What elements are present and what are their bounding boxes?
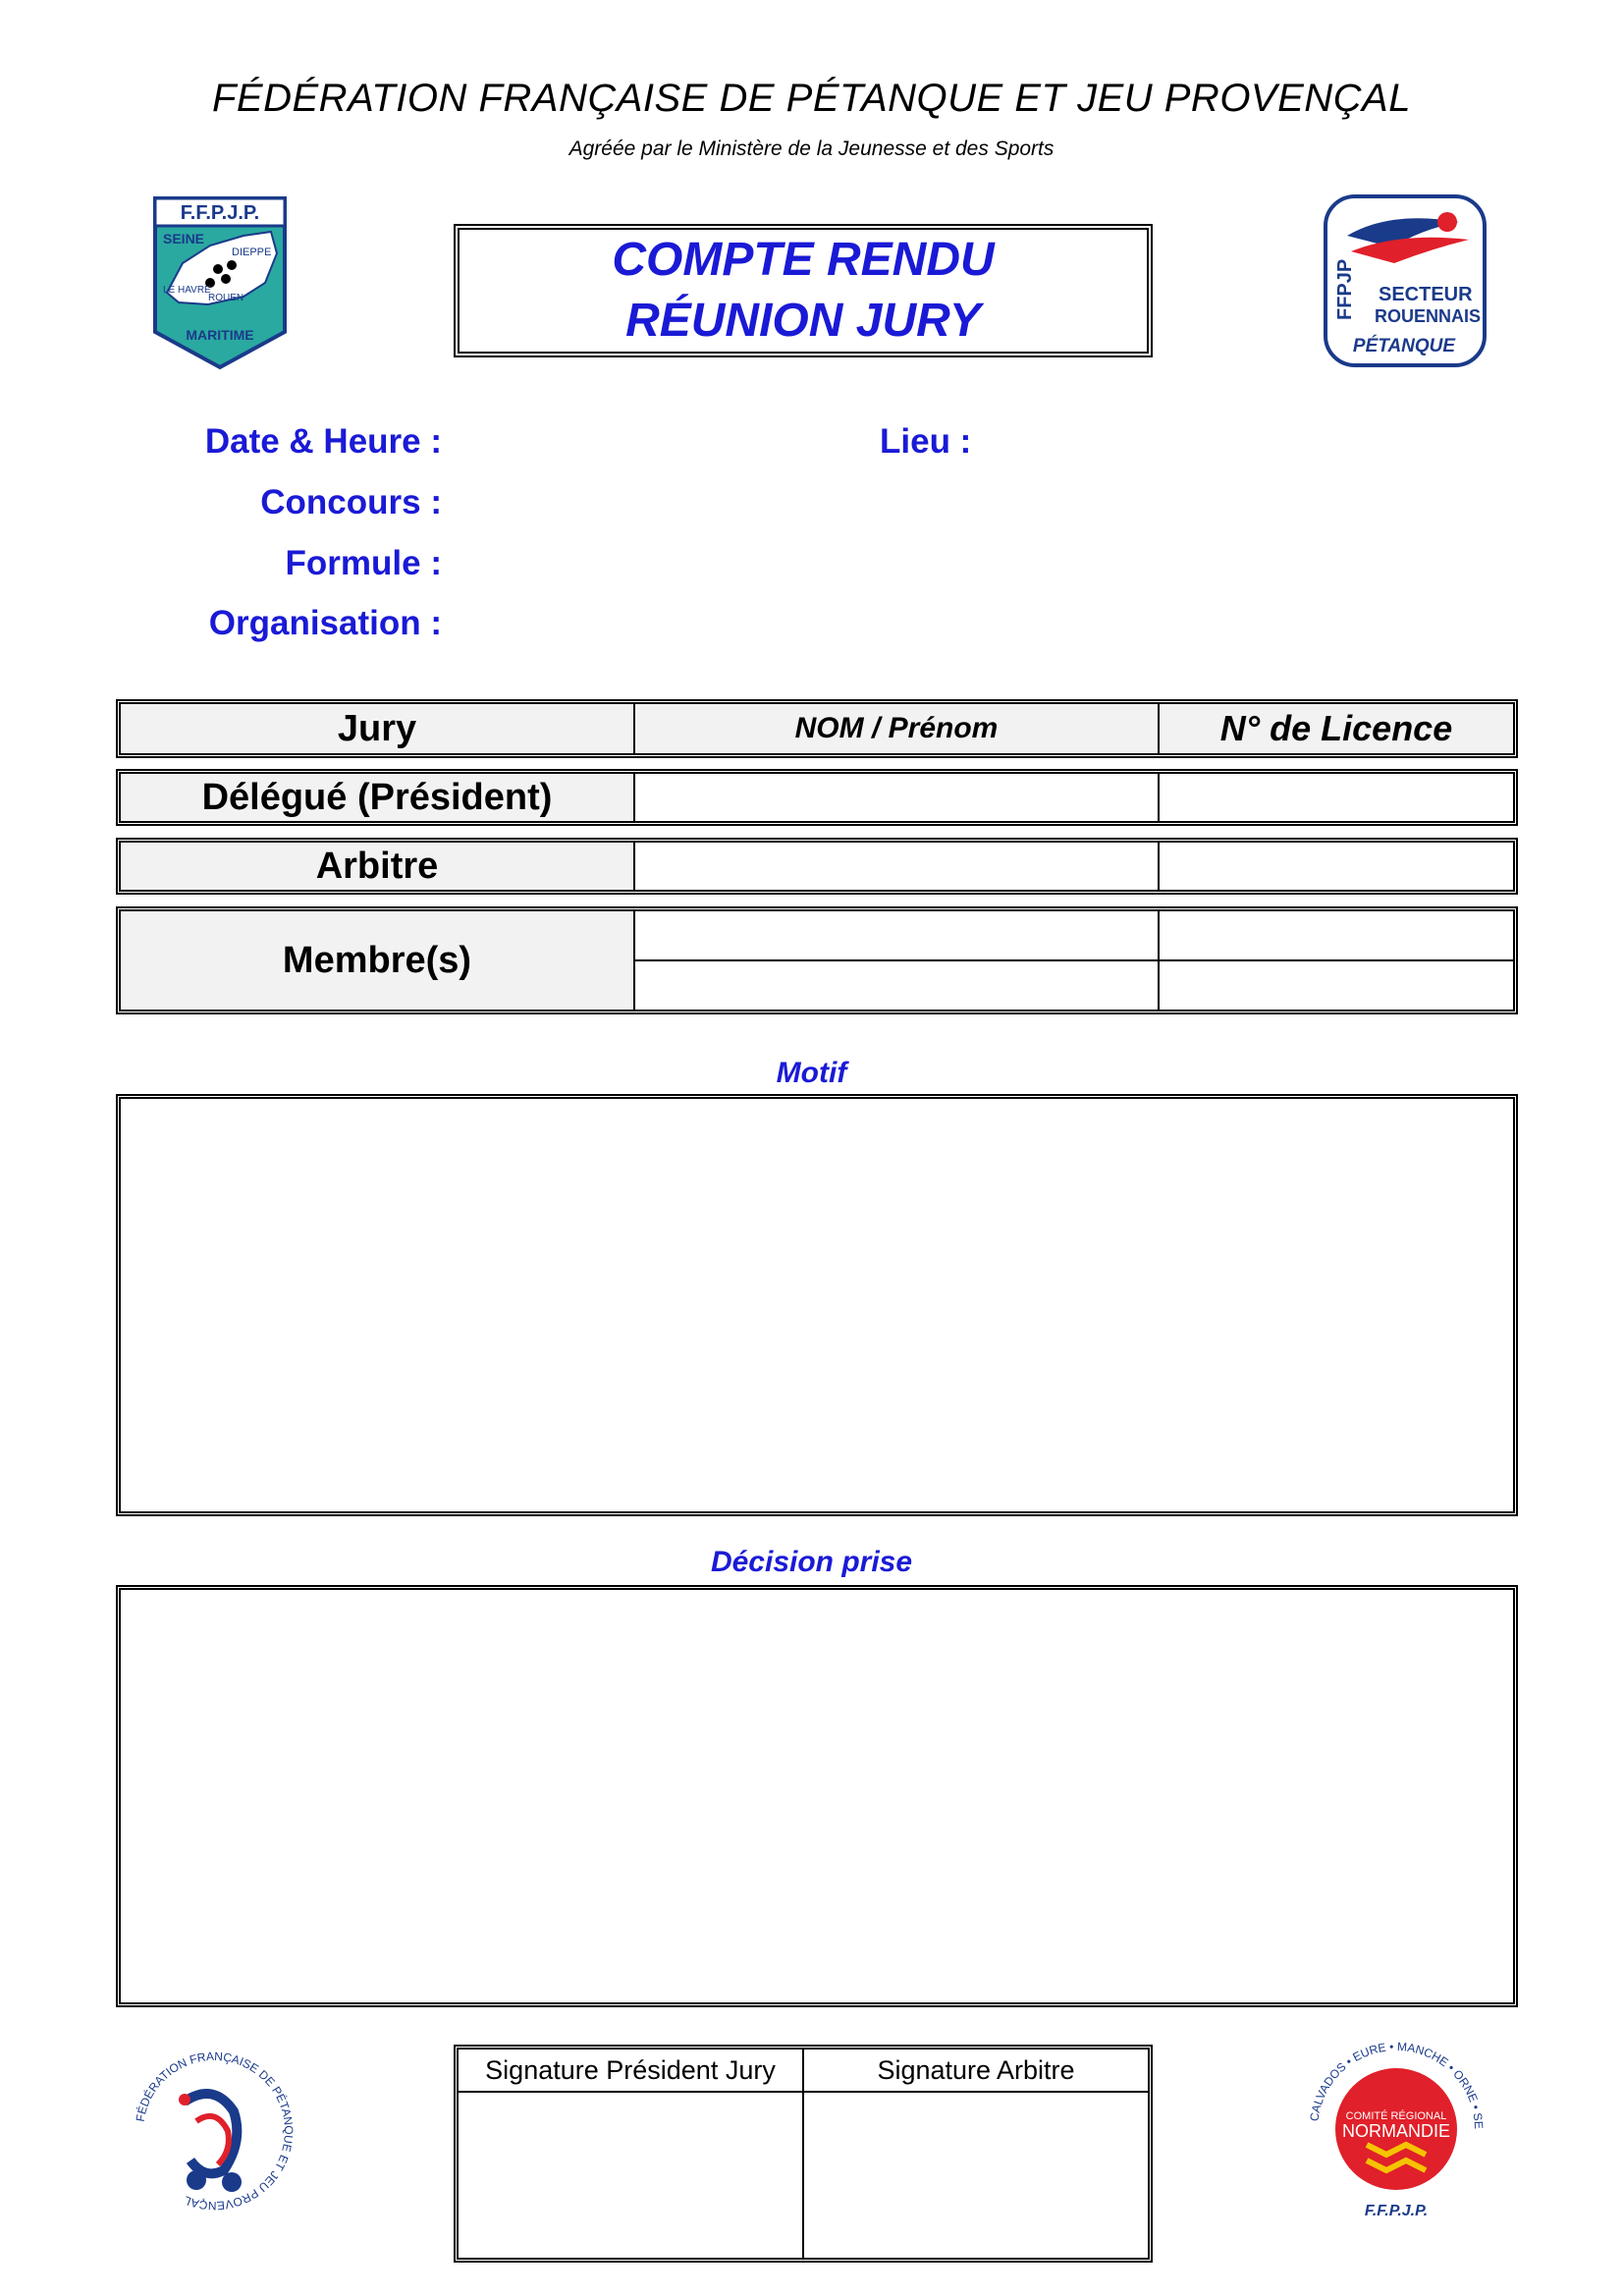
- membres-label: Membre(s): [121, 911, 635, 1010]
- president-signature-area[interactable]: [459, 2093, 802, 2258]
- logo-right-text-3: ROUENNAIS: [1375, 306, 1482, 326]
- arbitre-signature-label: Signature Arbitre: [804, 2050, 1148, 2093]
- arbitre-signature-column: [804, 2050, 1148, 2258]
- seine-maritime-logo: [149, 194, 291, 371]
- motif-label: Motif: [776, 1057, 847, 1089]
- membre-2-nom-cell[interactable]: [635, 961, 1158, 1010]
- delegue-nom-cell[interactable]: [635, 774, 1160, 821]
- logo-left-text-4: LE HAVRE: [163, 285, 211, 296]
- motif-textarea[interactable]: [116, 1094, 1518, 1516]
- jury-table-header: [116, 699, 1518, 758]
- logo-left-text-1: F.F.P.J.P.: [180, 202, 260, 224]
- membre-1-licence-cell[interactable]: [1160, 911, 1513, 961]
- ffpjp-ring-text: FÉDÉRATION FRANÇAISE DE PÉTANQUE ET JEU PROVENÇAL: [133, 2049, 297, 2214]
- membres-row: [116, 906, 1518, 1014]
- logo-left-text-2: SEINE: [163, 231, 205, 246]
- ffpjp-rooster-logo: [126, 2043, 302, 2219]
- decision-textarea[interactable]: [116, 1585, 1518, 2007]
- membres-licence-column: [1160, 911, 1513, 1010]
- licence-header: N° de Licence: [1160, 704, 1513, 753]
- arbitre-signature-area[interactable]: [804, 2093, 1148, 2258]
- logo-right-text-1: FFPJP: [1334, 258, 1356, 320]
- logo-left-text-3: DIEPPE: [232, 246, 272, 258]
- logo-left-text-6: MARITIME: [186, 327, 254, 343]
- arbitre-row: [116, 838, 1518, 895]
- president-signature-column: [459, 2050, 804, 2258]
- membre-2-licence-cell[interactable]: [1160, 961, 1513, 1010]
- date-heure-label: Date & Heure :: [204, 422, 442, 461]
- membre-1-nom-cell[interactable]: [635, 911, 1158, 961]
- normandie-logo: [1298, 2039, 1494, 2227]
- arbitre-licence-cell[interactable]: [1160, 843, 1513, 890]
- membres-nom-column: [635, 911, 1160, 1010]
- formule-label: Formule :: [285, 544, 442, 582]
- secteur-rouennais-logo: [1322, 192, 1488, 369]
- president-signature-label: Signature Président Jury: [459, 2050, 802, 2093]
- federation-title: FÉDÉRATION FRANÇAISE DE PÉTANQUE ET JEU PROVENÇAL: [212, 77, 1411, 120]
- normandie-ring-text: CALVADOS • EURE • MANCHE • ORNE • SE: [1307, 2039, 1487, 2130]
- document-title-box: [454, 224, 1153, 357]
- logo-left-text-5: ROUEN: [208, 293, 244, 303]
- arbitre-nom-cell[interactable]: [635, 843, 1160, 890]
- organisation-label: Organisation :: [208, 604, 442, 642]
- logo-right-text-4: PÉTANQUE: [1352, 336, 1456, 356]
- nom-prenom-header: NOM / Prénom: [635, 704, 1160, 753]
- logo-right-text-2: SECTEUR: [1379, 284, 1473, 305]
- concours-label: Concours :: [260, 483, 442, 521]
- delegue-licence-cell[interactable]: [1160, 774, 1513, 821]
- normandie-line-2: NORMANDIE: [1341, 2121, 1451, 2141]
- signature-table: [454, 2045, 1153, 2263]
- delegue-row: [116, 769, 1518, 826]
- normandie-footer: F.F.P.J.P.: [1364, 2203, 1429, 2219]
- lieu-label: Lieu :: [880, 422, 972, 461]
- normandie-line-1: COMITÉ RÉGIONAL: [1345, 2110, 1447, 2122]
- title-line-1: COMPTE RENDU: [612, 234, 995, 286]
- arbitre-label: Arbitre: [121, 843, 635, 890]
- federation-subtitle: Agréée par le Ministère de la Jeunesse et des Sports: [568, 137, 1055, 160]
- delegue-label: Délégué (Président): [121, 774, 635, 821]
- title-line-2: RÉUNION JURY: [625, 295, 981, 347]
- jury-header: Jury: [121, 704, 635, 753]
- decision-label: Décision prise: [710, 1546, 913, 1578]
